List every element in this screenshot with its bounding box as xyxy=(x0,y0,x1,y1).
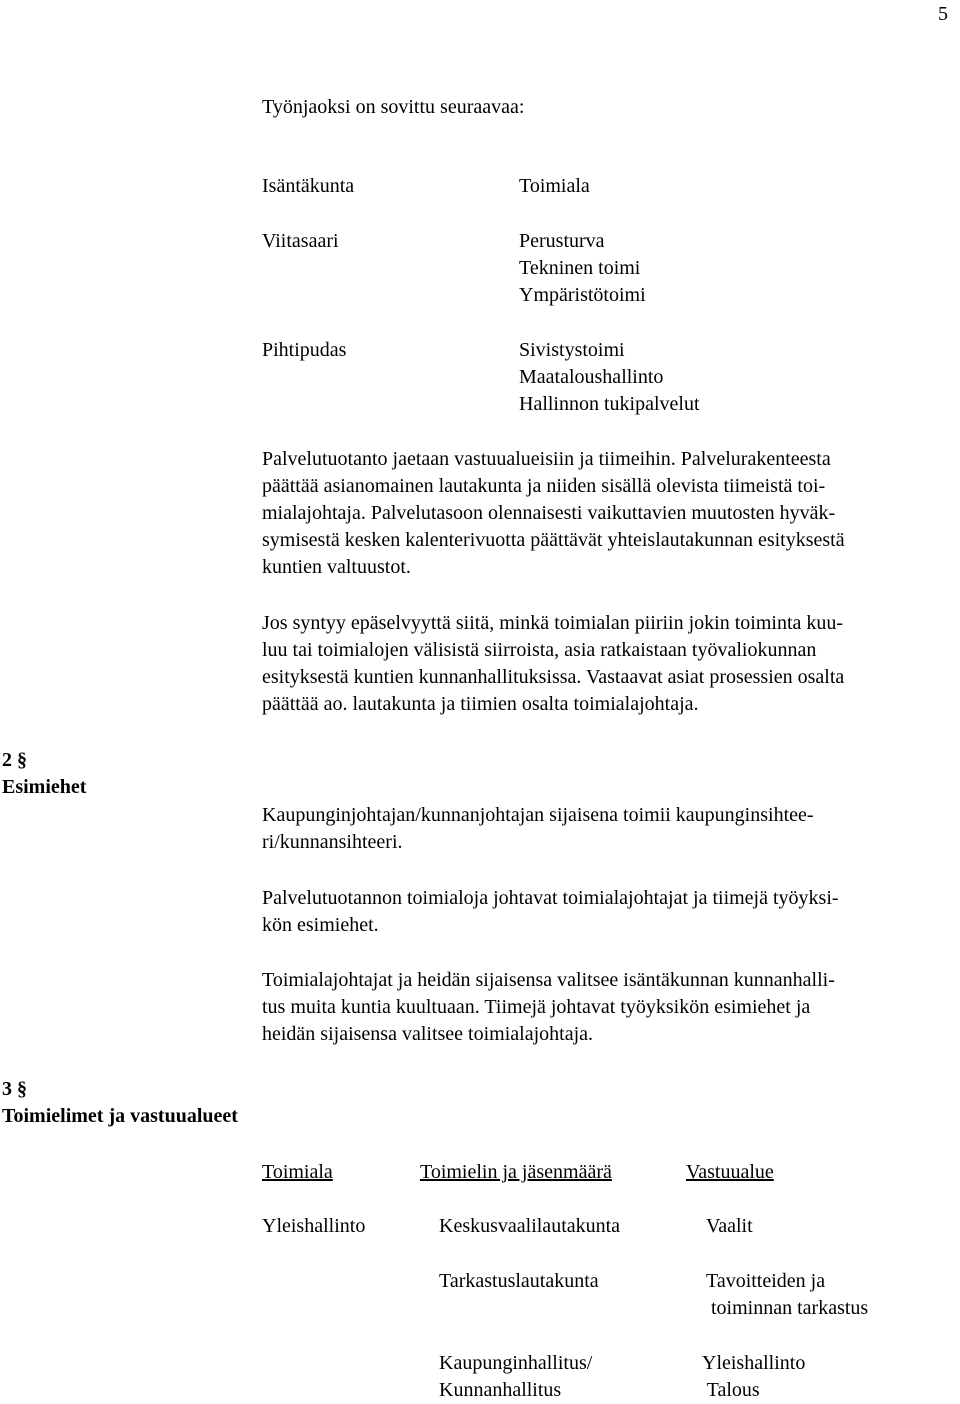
section-title: Toimielimet ja vastuualueet xyxy=(2,1105,238,1127)
section-2-heading xyxy=(2,747,86,801)
table-cell-sector: Yleishallinto xyxy=(262,1215,366,1237)
host-municipality-pihtipudas: Pihtipudas xyxy=(262,339,347,361)
section-title: Esimiehet xyxy=(2,776,87,798)
sector-item: Maataloushallinto xyxy=(519,366,664,388)
section-3-heading xyxy=(2,1076,238,1130)
table-cell-area: Yleishallinto Talous xyxy=(702,1352,806,1401)
intro-text: Työnjaoksi on sovittu seuraavaa: xyxy=(262,96,525,118)
paragraph-appointment: Toimialajohtajat ja heidän sijaisensa valitsee isäntäkunnan kunnanhalli- tus muita kuntia kuultuaan. Tiimejä johtavat työyksikön esimiehet ja heidän sijaisensa valitsee toimialajohtaja. xyxy=(262,969,835,1045)
sector-list xyxy=(519,228,646,309)
table-header-area: Vastuualue xyxy=(686,1161,774,1183)
sector-item: Ympäristötoimi xyxy=(519,284,646,306)
sector-list xyxy=(519,337,700,418)
host-table-header-sector: Toimiala xyxy=(519,175,590,197)
paragraph-ambiguity: Jos syntyy epäselvyyttä siitä, minkä toimialan piiriin jokin toiminta kuu- luu tai toimialojen välisistä siirroista, asia ratkaistaan työvaliokunnan esityksestä kuntien kunnanhallituksissa. Vastaavat asiat prosessien osalta päättää ao. lautakunta ja tiimien osalta toimialajohtaja. xyxy=(262,612,845,715)
section-number: 2 § xyxy=(2,749,27,771)
section-number: 3 § xyxy=(2,1078,27,1100)
table-cell-area: Tavoitteiden ja toiminnan tarkastus xyxy=(706,1270,869,1319)
table-cell-body: Keskusvaalilautakunta xyxy=(439,1215,621,1237)
table-header-body: Toimielin ja jäsenmäärä xyxy=(420,1159,612,1186)
sector-item: Hallinnon tukipalvelut xyxy=(519,393,700,415)
host-municipality-viitasaari: Viitasaari xyxy=(262,230,339,252)
page-number: 5 xyxy=(938,3,948,25)
sector-item: Sivistystoimi xyxy=(519,339,625,361)
paragraph-supervisors: Palvelutuotannon toimialoja johtavat toimialajohtajat ja tiimejä työyksi- kön esimiehet. xyxy=(262,887,839,936)
table-cell-area: Vaalit xyxy=(706,1215,753,1237)
paragraph-service-production: Palvelutuotanto jaetaan vastuualueisiin ja tiimeihin. Palvelurakenteesta päättää asianomainen lautakunta ja niiden sisällä olevista tiimeistä toi- mialajohtaja. Palvelutasoon olennaisesti vaikuttavien muutosten hyväk- symisestä kesken kalenterivuotta päättävät yhteislautakunnan esityksestä kuntien valtuustot. xyxy=(262,448,845,578)
table-cell-body: Kaupunginhallitus/ Kunnanhallitus xyxy=(439,1352,593,1401)
sector-item: Tekninen toimi xyxy=(519,257,641,279)
paragraph-deputy: Kaupunginjohtajan/kunnanjohtajan sijaisena toimii kaupunginsihtee- ri/kunnansihteeri. xyxy=(262,804,814,853)
sector-item: Perusturva xyxy=(519,230,605,252)
table-cell-body: Tarkastuslautakunta xyxy=(439,1270,599,1292)
host-table-header-municipality: Isäntäkunta xyxy=(262,175,355,197)
table-header-sector: Toimiala xyxy=(262,1159,333,1186)
